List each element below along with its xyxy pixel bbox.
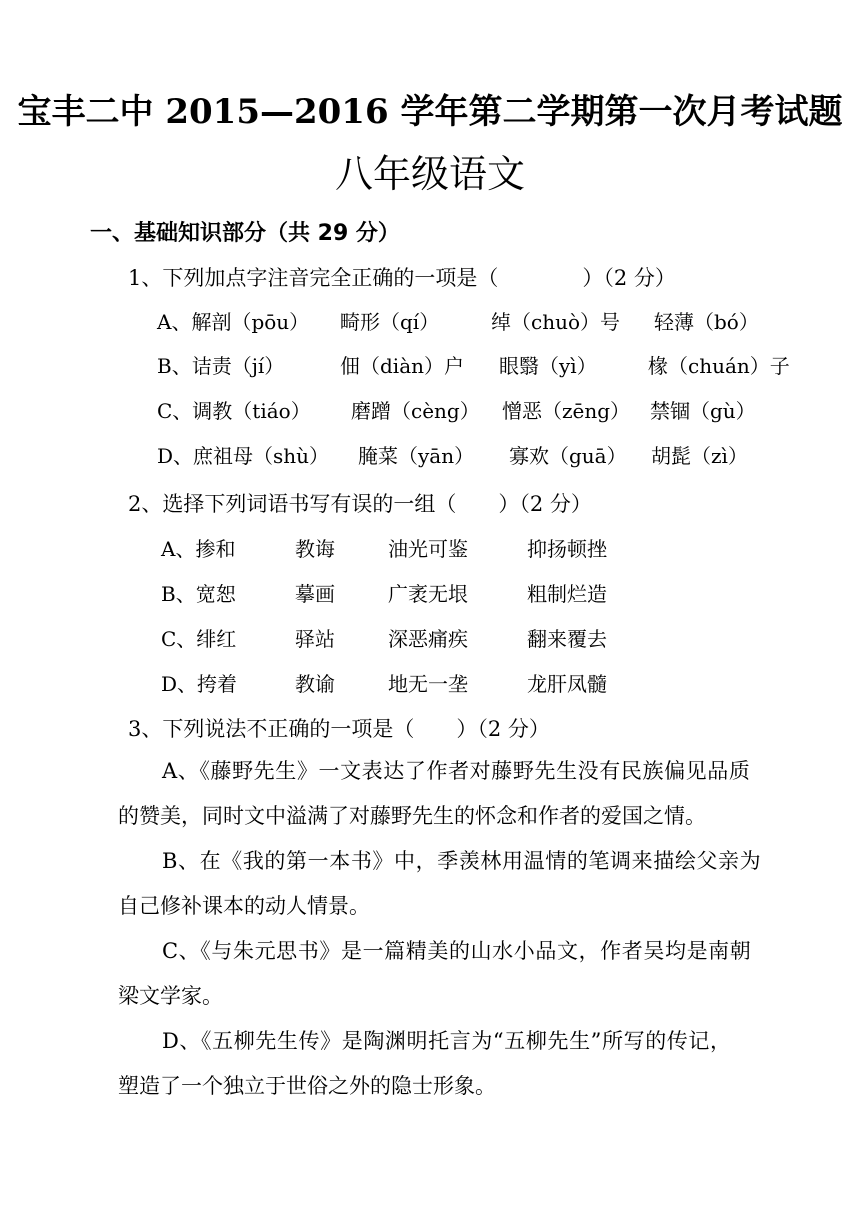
q1-option-a-4: 轻薄（bó） <box>654 310 759 334</box>
q2-option-d-2: 教谕 <box>295 672 335 696</box>
q2-option-a-4: 抑扬顿挫 <box>527 537 607 561</box>
q1-option-d-3: 寡欢（guā） <box>509 444 627 468</box>
q2-option-d-1: D、挎着 <box>161 672 238 696</box>
q2-option-a-2: 教诲 <box>295 537 335 561</box>
section-heading: 一、基础知识部分（共 29 分） <box>90 221 400 246</box>
q3-option-d-line2: 塑造了一个独立于世俗之外的隐士形象。 <box>118 1074 496 1098</box>
q1-option-b-4: 椽（chuán）子 <box>648 354 790 378</box>
q1-stem: 1、下列加点字注音完全正确的一项是（ ）（2 分） <box>128 266 676 290</box>
q3-option-a-line1: A、《藤野先生》一文表达了作者对藤野先生没有民族偏见品质 <box>162 759 751 783</box>
q3-option-a-line2: 的赞美，同时文中溢满了对藤野先生的怀念和作者的爱国之情。 <box>118 804 706 828</box>
q1-option-d-1: D、庶祖母（shù） <box>157 444 330 468</box>
q1-option-b-1: B、诘责（jí） <box>157 354 285 378</box>
q3-stem: 3、下列说法不正确的一项是（ ）（2 分） <box>128 717 550 741</box>
q3-option-b-line1: B、在《我的第一本书》中，季羡林用温情的笔调来描绘父亲为 <box>162 849 762 873</box>
q1-option-a-1: A、解剖（pōu） <box>157 310 310 334</box>
q1-option-c-2: 磨蹭（cèng） <box>351 399 480 423</box>
q3-option-d-line1: D、《五柳先生传》是陶渊明托言为“五柳先生”所写的传记， <box>162 1029 732 1053</box>
subject-title: 八年级语文 <box>334 152 525 196</box>
q2-option-d-3: 地无一垄 <box>388 672 468 696</box>
q2-option-b-2: 摹画 <box>295 582 335 606</box>
q2-option-b-3: 广袤无垠 <box>388 582 468 606</box>
q1-option-c-4: 禁锢（gù） <box>650 399 756 423</box>
q1-option-c-3: 憎恶（zēng） <box>502 399 631 423</box>
q1-option-a-2: 畸形（qí） <box>340 310 440 334</box>
q2-option-c-3: 深恶痛疾 <box>388 627 468 651</box>
q2-stem: 2、选择下列词语书写有误的一组（ ）（2 分） <box>128 492 592 516</box>
q1-option-d-2: 腌菜（yān） <box>358 444 475 468</box>
q2-option-c-2: 驿站 <box>295 627 335 651</box>
q2-option-b-4: 粗制烂造 <box>527 582 607 606</box>
q1-option-a-3: 绰（chuò）号 <box>491 310 621 334</box>
q2-option-b-1: B、宽恕 <box>161 582 236 606</box>
q2-option-c-1: C、绯红 <box>161 627 237 651</box>
q3-option-c-line2: 梁文学家。 <box>118 984 223 1008</box>
q2-option-a-1: A、掺和 <box>161 537 236 561</box>
q2-option-c-4: 翻来覆去 <box>527 627 607 651</box>
q1-option-b-2: 佃（diàn）户 <box>340 354 465 378</box>
exam-title: 宝丰二中 2015—2016 学年第二学期第一次月考试题 <box>17 92 843 132</box>
q1-option-d-4: 胡髭（zì） <box>651 444 748 468</box>
q3-option-c-line1: C、《与朱元思书》是一篇精美的山水小品文，作者吴均是南朝 <box>162 939 752 963</box>
q1-option-b-3: 眼翳（yì） <box>499 354 597 378</box>
q2-option-a-3: 油光可鉴 <box>388 537 468 561</box>
q1-option-c-1: C、调教（tiáo） <box>157 399 311 423</box>
q2-option-d-4: 龙肝凤髓 <box>527 672 607 696</box>
q3-option-b-line2: 自己修补课本的动人情景。 <box>118 894 370 918</box>
